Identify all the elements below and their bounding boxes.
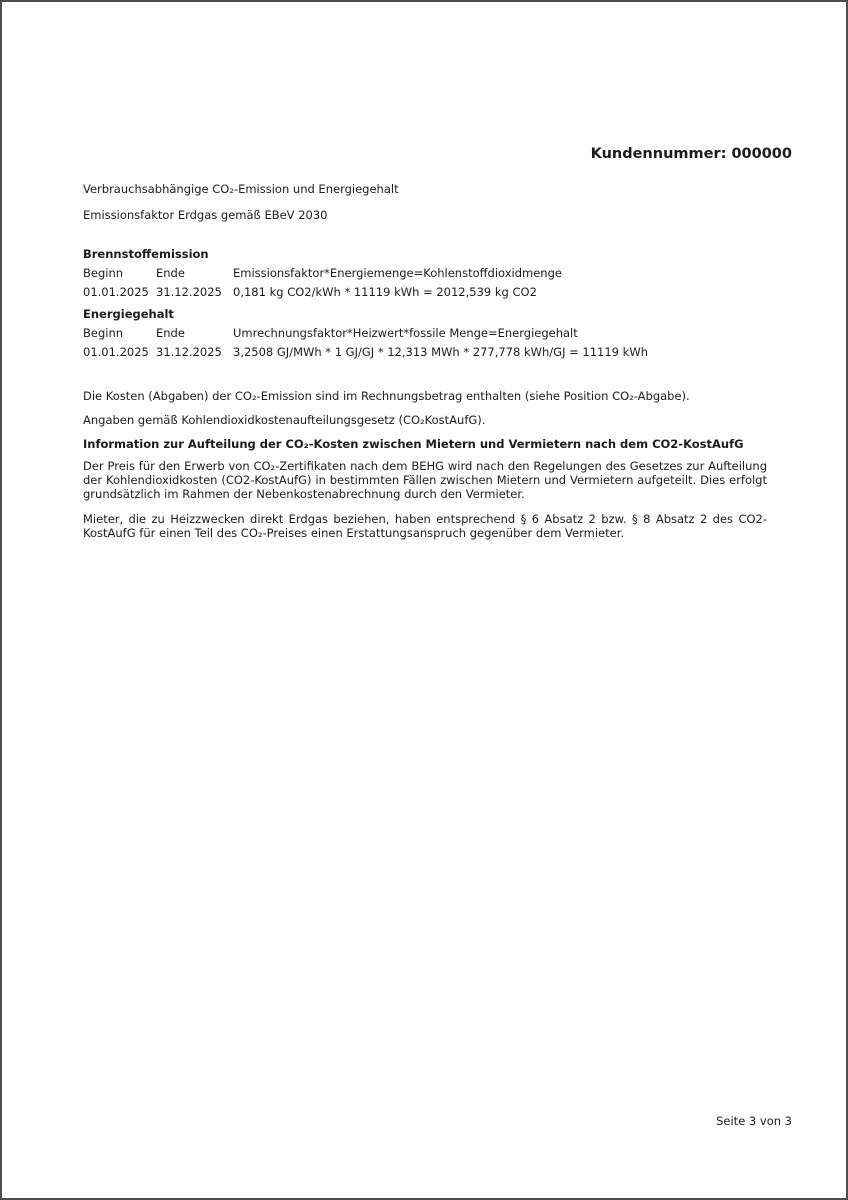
section-title-energiegehalt: Energiegehalt — [83, 307, 174, 321]
table-header-row — [83, 266, 767, 280]
intro-line-emission-factor: Emissionsfaktor Erdgas gemäß EBeV 2030 — [83, 208, 328, 222]
column-header-beginn: Beginn — [83, 326, 124, 340]
cell-ende-date: 31.12.2025 — [156, 285, 222, 299]
info-paragraph-tenant-refund: Mieter, die zu Heizzwecken direkt Erdgas beziehen, haben entsprechend § 6 Absatz 2 bzw. § 8 Absatz 2 des CO2-KostAufG für einen Teil des CO₂-Preises einen Erstattungsanspruch gegenüber dem Vermieter. — [83, 512, 767, 540]
cell-beginn-date: 01.01.2025 — [83, 285, 149, 299]
column-header-ende: Ende — [156, 326, 185, 340]
customer-number-label: Kundennummer: 000000 — [590, 146, 792, 162]
column-header-ende: Ende — [156, 266, 185, 280]
note-law-reference: Angaben gemäß Kohlendioxidkostenaufteilungsgesetz (CO₂KostAufG). — [83, 413, 486, 427]
cell-energy-calculation: 3,2508 GJ/MWh * 1 GJ/GJ * 12,313 MWh * 277,778 kWh/GJ = 11119 kWh — [233, 345, 648, 359]
column-header-formula: Umrechnungsfaktor*Heizwert*fossile Menge=Energiegehalt — [233, 326, 578, 340]
intro-line-co2-emission: Verbrauchsabhängige CO₂-Emission und Energiegehalt — [83, 182, 399, 196]
table-header-row — [83, 326, 767, 340]
note-costs-included: Die Kosten (Abgaben) der CO₂-Emission sind im Rechnungsbetrag enthalten (siehe Position CO₂-Abgabe). — [83, 389, 690, 403]
cell-ende-date: 31.12.2025 — [156, 345, 222, 359]
cell-emission-calculation: 0,181 kg CO2/kWh * 11119 kWh = 2012,539 kg CO2 — [233, 285, 537, 299]
page-number-label: Seite 3 von 3 — [716, 1114, 792, 1128]
cell-beginn-date: 01.01.2025 — [83, 345, 149, 359]
column-header-formula: Emissionsfaktor*Energiemenge=Kohlenstoffdioxidmenge — [233, 266, 562, 280]
table-row — [83, 345, 767, 359]
info-section-heading: Information zur Aufteilung der CO₂-Kosten zwischen Mietern und Vermietern nach dem CO2-KostAufG — [83, 437, 744, 451]
table-row — [83, 285, 767, 299]
info-paragraph-cost-allocation: Der Preis für den Erwerb von CO₂-Zertifikaten nach dem BEHG wird nach den Regelungen des Gesetzes zur Aufteilung der Kohlendioxidkosten (CO2-KostAufG) in bestimmten Fällen zwischen Mietern und Vermietern aufgeteilt. Dies erfolgt grundsätzlich im Rahmen der Nebenkostenabrechnung durch den Vermieter. — [83, 459, 767, 501]
section-title-brennstoffemission: Brennstoffemission — [83, 247, 209, 261]
column-header-beginn: Beginn — [83, 266, 124, 280]
